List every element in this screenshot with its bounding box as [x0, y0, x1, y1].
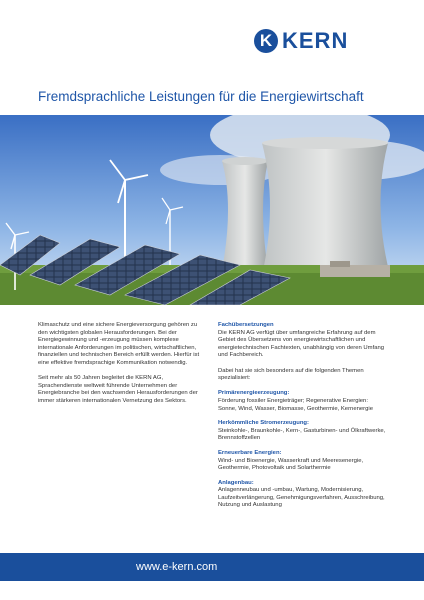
logo-circle-icon: [254, 29, 278, 53]
topic-text: Wind- und Bioenergie, Wasserkraft und Meeresenergie, Geothermie, Photovoltaik und Solarthermie: [218, 457, 364, 472]
hero-energy-photo: [0, 115, 424, 305]
logo-letter: K: [259, 31, 273, 50]
kern-logo: [254, 28, 384, 54]
topic-heading: Anlagenbau:: [218, 479, 254, 486]
topic-section: [218, 390, 386, 413]
topic-section: [218, 450, 386, 473]
topic-heading: Primärenergieerzeugung:: [218, 390, 290, 397]
themes-intro: Dabei hat sie sich besonders auf die folgenden Themen spezialisiert:: [218, 367, 364, 382]
topic-heading: Herkömmliche Stromerzeugung:: [218, 420, 309, 427]
topic-text: Steinkohle-, Braunkohle-, Kern-, Gasturbinen- und Ölkraftwerke, Brennstoffzellen: [218, 427, 386, 442]
intro-paragraph: Klimaschutz und eine sichere Energieversorgung gehören zu den wichtigsten globalen Herausforderungen. Bei der Energiegewinnung und -erzeugung müssen komplexe internationale Anforderungen im politischen, wirtschaftlichen, finanziellen und technischen Bereich erfüllt werden. Hierfür ist eine effektive fremdsprachige Kommunikation notwendig.: [38, 322, 200, 366]
page-title: Fremdsprachliche Leistungen für die Energiewirtschaft: [38, 89, 364, 104]
logo-wordmark: KERN: [282, 28, 349, 53]
footer-bar: [0, 553, 424, 581]
topic-heading: Erneuerbare Energien:: [218, 449, 282, 456]
topic-section: [218, 480, 386, 510]
intro-column: [38, 322, 200, 413]
topic-section: [218, 420, 386, 443]
section-heading-translations: Fachübersetzungen: [218, 322, 274, 328]
services-column: [218, 322, 386, 517]
topic-text: Anlagenneubau und -umbau, Wartung, Modernisierung, Laufzeitverlängerung, Genehmigungsverfahren, Ausschreibung, Nutzung und Auslastung: [218, 487, 385, 509]
intro-paragraph: Seit mehr als 50 Jahren begleitet die KERN AG, Sprachendienste weltweit führende Unternehmen der Energiebranche bei den wachsenden Herausforderungen der immer stärkeren internationalen Vernetzung des Sektors.: [38, 375, 198, 404]
website-link[interactable]: www.e-kern.com: [136, 561, 218, 573]
topic-text: Förderung fossiler Energieträger; Regenerative Energien: Sonne, Wind, Wasser, Biomasse, Geothermie, Kernenergie: [218, 397, 373, 412]
services-intro: Die KERN AG verfügt über umfangreiche Erfahrung auf dem Gebiet des Übersetzens von energiewirtschaftlichen und energietechnischen Fachtexten, unabhängig von deren Umfang und Fachbereich.: [218, 329, 385, 359]
